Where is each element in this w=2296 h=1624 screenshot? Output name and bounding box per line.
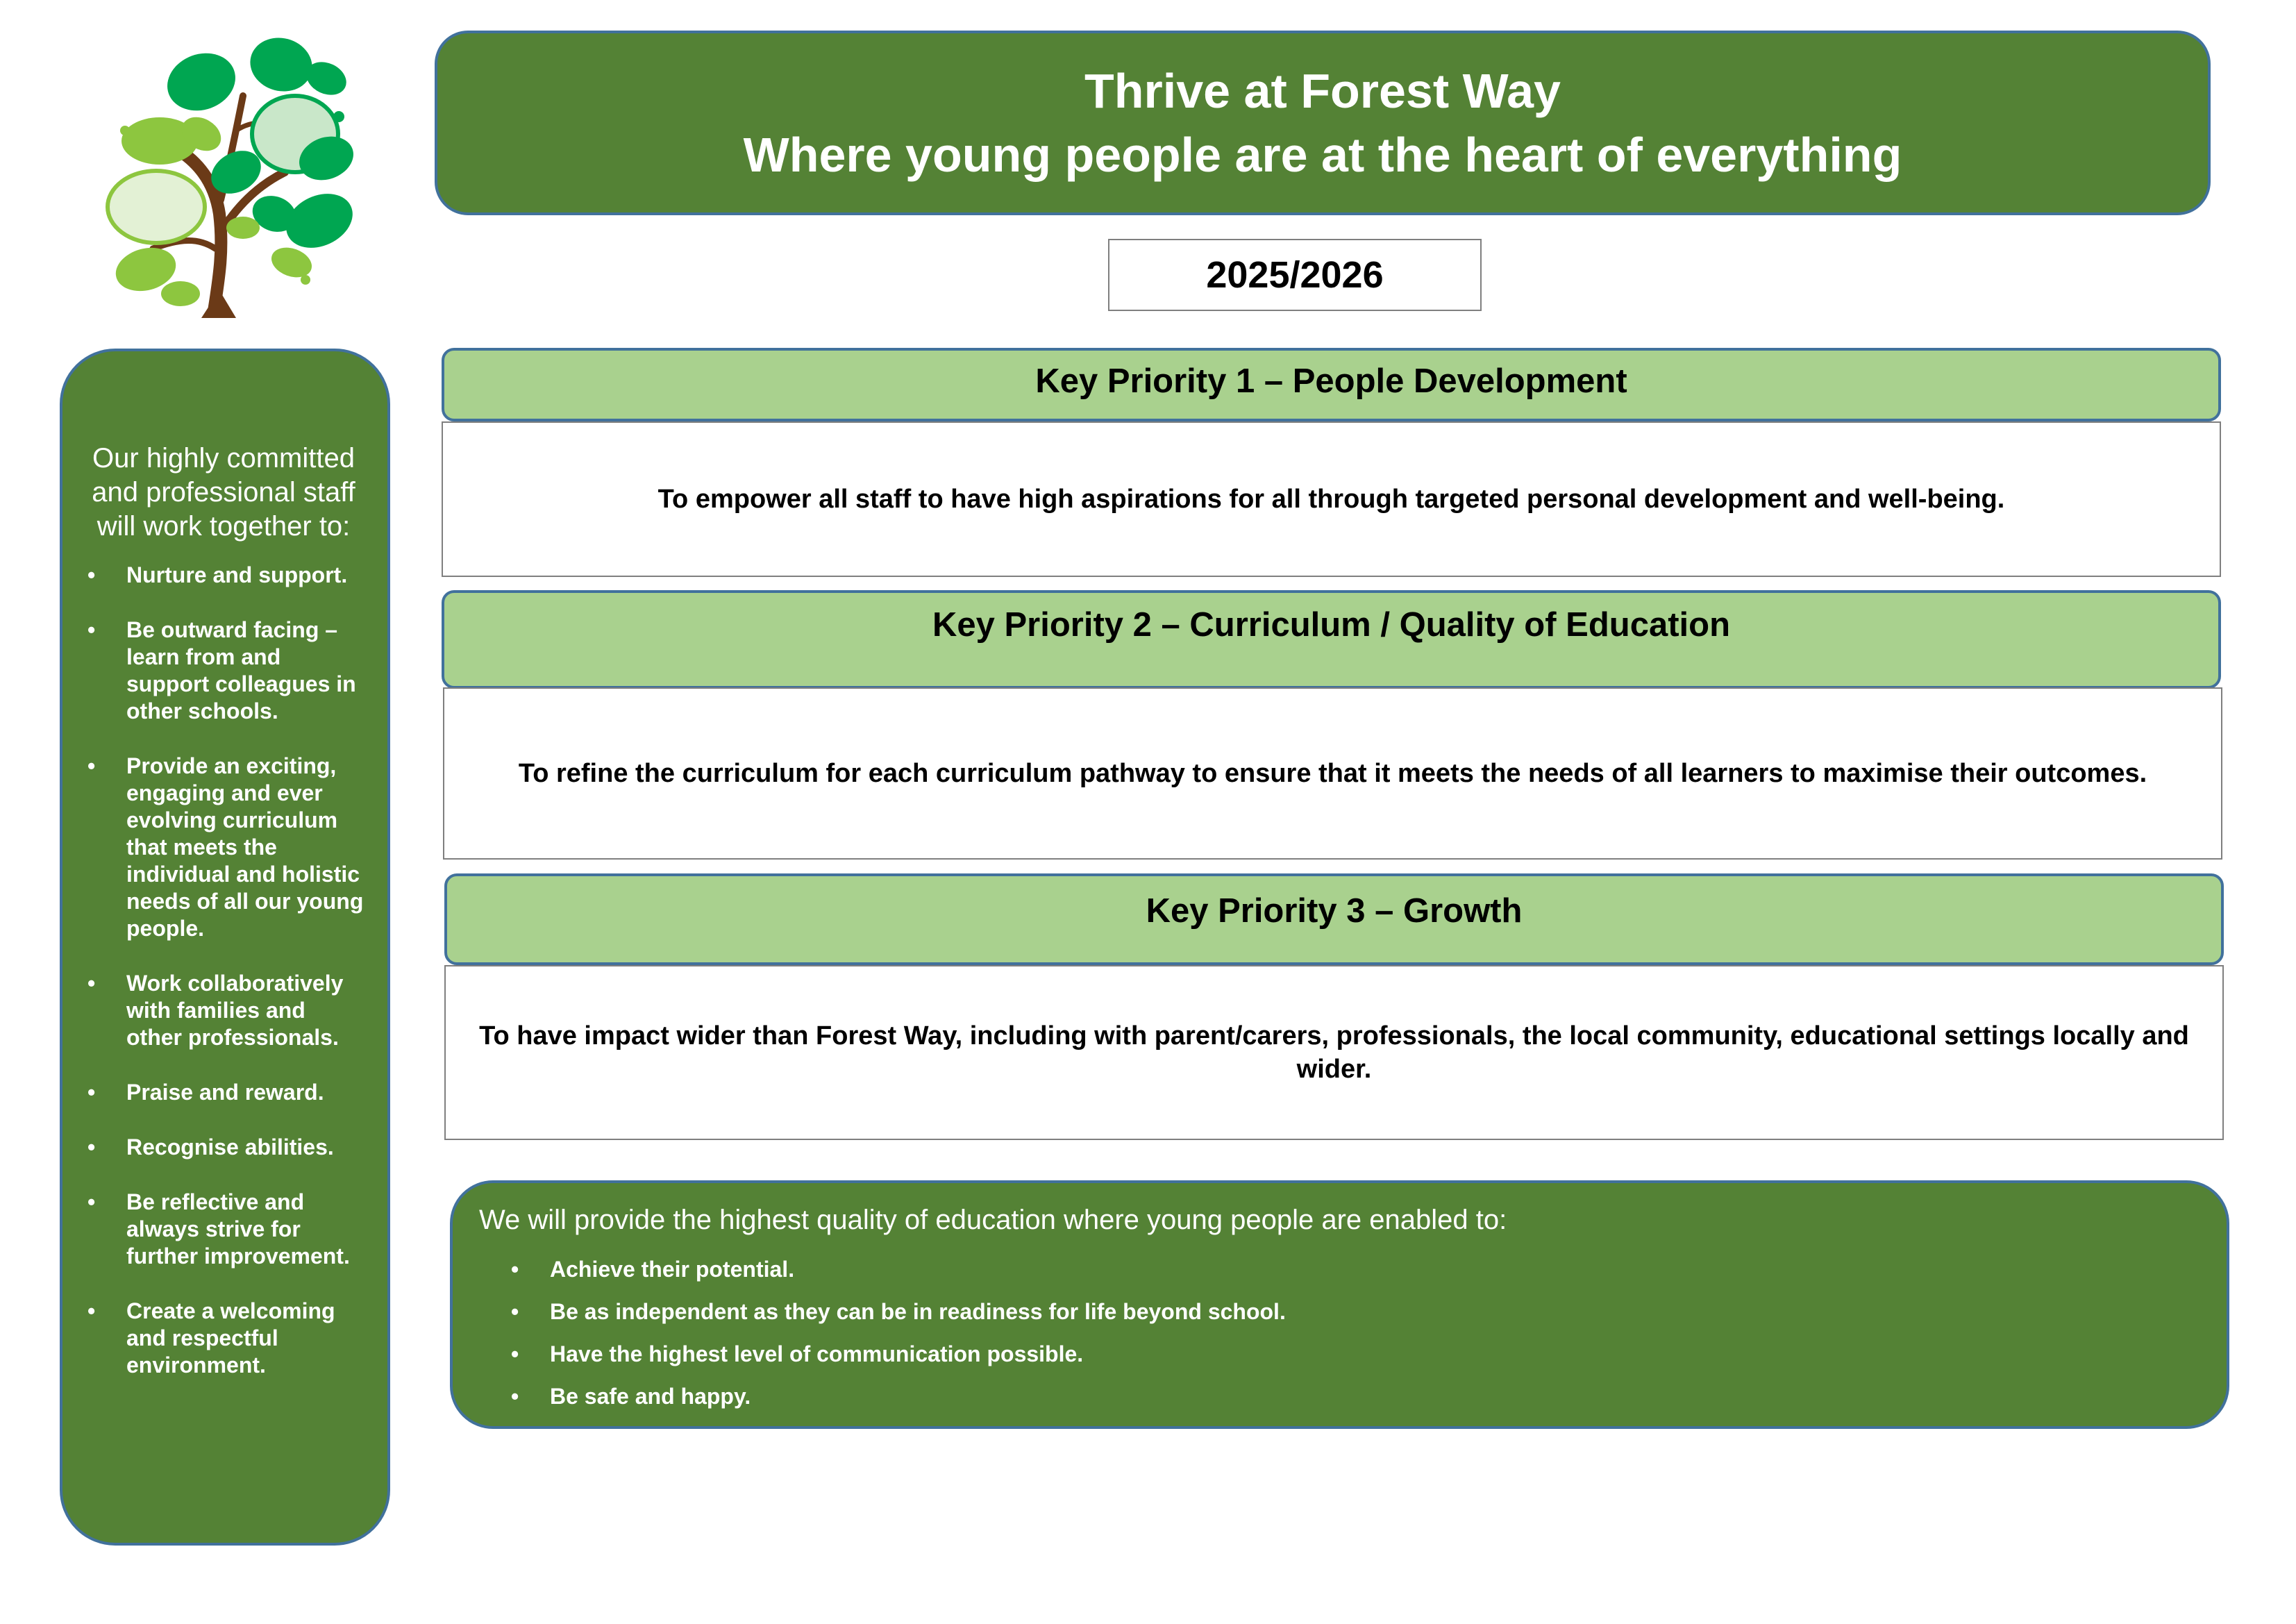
key-priority-2-description: [443, 687, 2222, 860]
list-item: • Achieve their potential.: [479, 1248, 2202, 1291]
list-item: • Work collaboratively with families and other professionals.: [81, 970, 367, 1051]
key-priority-3-title: Key Priority 3 – Growth: [444, 873, 2224, 965]
list-item: • Be reflective and always strive for further improvement.: [81, 1189, 367, 1270]
outcomes-panel: [450, 1180, 2229, 1429]
list-item: • Have the highest level of communication possible.: [479, 1333, 2202, 1375]
key-priority-2-text: To refine the curriculum for each curriculum pathway to ensure that it meets the needs of all learners to maximise their outcomes.: [518, 759, 2147, 788]
key-priority-1-title: Key Priority 1 – People Development: [442, 348, 2221, 421]
tree-logo: [97, 26, 361, 318]
list-item: • Be outward facing – learn from and support colleagues in other schools.: [81, 617, 367, 725]
list-item: • Praise and reward.: [81, 1079, 367, 1106]
outcomes-intro: We will provide the highest quality of education where young people are enabled to:: [479, 1205, 1507, 1235]
staff-commitments-intro: Our highly committed and professional staff will work together to:: [92, 443, 355, 542]
key-priority-1-text: To empower all staff to have high aspirations for all through targeted personal development and well-being.: [657, 485, 2005, 514]
page-subtitle: Where young people are at the heart of everything: [743, 128, 1902, 182]
list-item: • Recognise abilities.: [81, 1134, 367, 1161]
page-header: [435, 31, 2211, 215]
list-item: • Be safe and happy.: [479, 1375, 2202, 1418]
staff-commitments-list: [81, 562, 367, 1379]
key-priority-2-title: Key Priority 2 – Curriculum / Quality of Education: [442, 590, 2221, 689]
year-label: 2025/2026: [1108, 239, 1482, 311]
key-priority-1-description: [442, 421, 2221, 577]
list-item: • Be as independent as they can be in readiness for life beyond school.: [479, 1291, 2202, 1333]
page-title: Thrive at Forest Way: [1084, 64, 1561, 118]
key-priority-3-description: [444, 965, 2224, 1140]
key-priority-3-text: To have impact wider than Forest Way, including with parent/carers, professionals, the local community, educational settings locally and wider.: [479, 1021, 2189, 1084]
staff-commitments-panel: [60, 349, 390, 1546]
list-item: • Create a welcoming and respectful environment.: [81, 1298, 367, 1379]
outcomes-list: [479, 1248, 2202, 1418]
list-item: • Nurture and support.: [81, 562, 367, 589]
list-item: • Provide an exciting, engaging and ever evolving curriculum that meets the individual and holistic needs of all our young people.: [81, 753, 367, 942]
